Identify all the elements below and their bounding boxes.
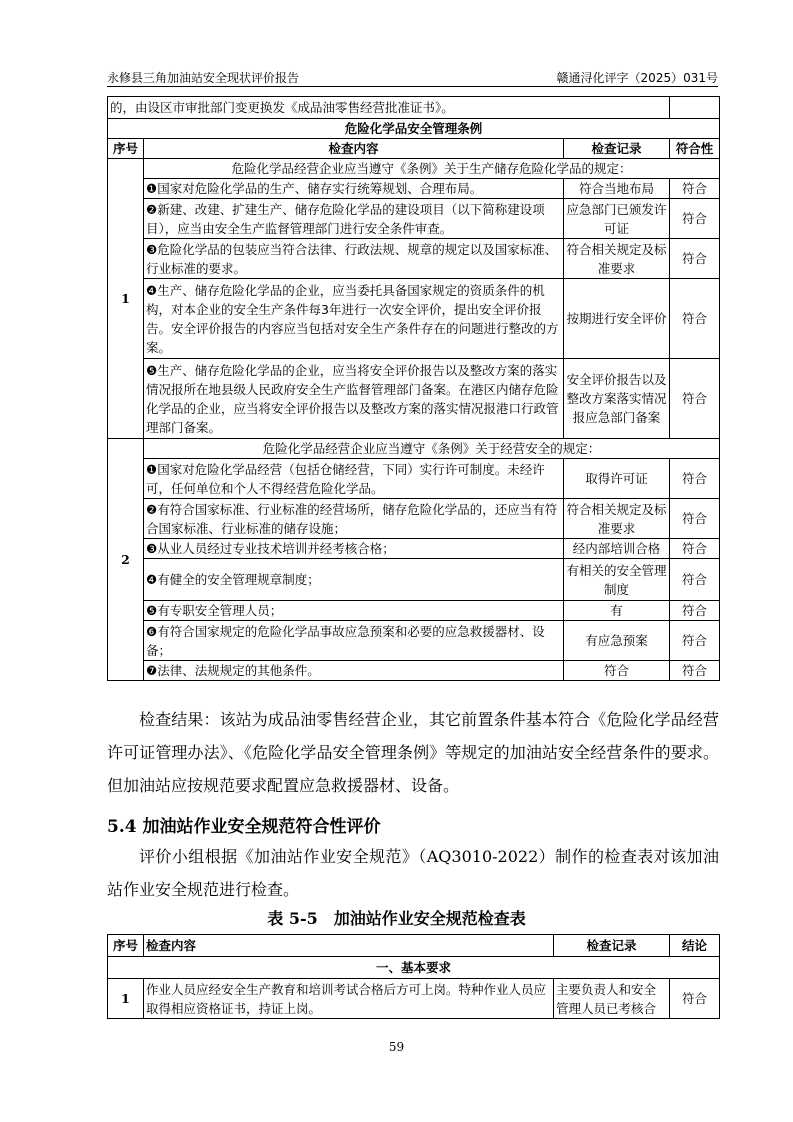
check-result: 符合 xyxy=(670,199,720,239)
header-report-number: 赣通浔化评字（2025）031号 xyxy=(556,71,718,85)
col-header-content: 检查内容 xyxy=(144,139,564,159)
check-result: 符合 xyxy=(670,979,720,1019)
table-caption: 表 5-5 加油站作业安全规范检查表 xyxy=(267,909,526,928)
table-section-title: 危险化学品安全管理条例 xyxy=(108,119,720,139)
check-result: 符合 xyxy=(670,539,720,559)
check-content: ❷有符合国家标准、行业标准的经营场所，储存危险化学品的，还应当有符合国家标准、行业标准的储存设施； xyxy=(144,499,564,539)
check-record: 经内部培训合格 xyxy=(564,539,670,559)
page-number: 59 xyxy=(388,1040,405,1054)
check-record: 按期进行安全评价 xyxy=(564,279,670,359)
col-header-result: 结论 xyxy=(670,935,720,957)
check-record: 符合相关规定及标准要求 xyxy=(564,239,670,279)
group-seq: 2 xyxy=(108,439,144,681)
check-result: 符合 xyxy=(670,661,720,681)
check-result: 符合 xyxy=(670,559,720,601)
check-result: 符合 xyxy=(670,621,720,661)
check-content: ❸从业人员经过专业技术培训并经考核合格； xyxy=(144,539,564,559)
col-header-record: 检查记录 xyxy=(564,139,670,159)
col-header-record: 检查记录 xyxy=(554,935,670,957)
col-header-seq: 序号 xyxy=(108,935,144,957)
check-content: ❺生产、储存危险化学品的企业，应当将安全评价报告以及整改方案的落实情况报所在地县级人民政府安全生产监督管理部门备案。在港区内储存危险化学品的企业，应当将安全评价报告以及整改方案的落实情况报港口行政管理部门备案。 xyxy=(144,359,564,439)
header-report-title: 永修县三角加油站安全现状评价报告 xyxy=(107,71,300,85)
col-header-content: 检查内容 xyxy=(144,935,554,957)
page-header xyxy=(107,68,718,87)
check-content: ❺有专职安全管理人员； xyxy=(144,601,564,621)
check-record: 有相关的安全管理制度 xyxy=(564,559,670,601)
table-subtitle: 一、基本要求 xyxy=(108,957,720,979)
check-result: 符合 xyxy=(670,499,720,539)
check-content: ❶国家对危险化学品的生产、储存实行统筹规划、合理布局。 xyxy=(144,179,564,199)
check-content: 作业人员应经安全生产教育和培训考试合格后方可上岗。特种作业人员应取得相应资格证书，持证上岗。 xyxy=(144,979,554,1019)
check-record: 应急部门已颁发许可证 xyxy=(564,199,670,239)
continued-row-text: 的，由设区市审批部门变更换发《成品油零售经营批准证书》。 xyxy=(108,97,670,119)
regulation-check-table xyxy=(107,96,720,681)
check-content: ❹有健全的安全管理规章制度； xyxy=(144,559,564,601)
check-record: 主要负责人和安全管理人员已考核合 xyxy=(554,979,670,1019)
check-result: 符合 xyxy=(670,279,720,359)
col-header-result: 符合性 xyxy=(670,139,720,159)
check-record: 有应急预案 xyxy=(564,621,670,661)
operation-check-table xyxy=(107,934,720,1019)
check-content: ❻有符合国家规定的危险化学品事故应急预案和必要的应急救援器材、设备； xyxy=(144,621,564,661)
check-result: 符合 xyxy=(670,359,720,439)
group-seq: 1 xyxy=(108,159,144,439)
col-header-seq: 序号 xyxy=(108,139,144,159)
continued-row-empty xyxy=(670,97,720,119)
result-paragraph: 检查结果：该站为成品油零售经营企业，其它前置条件基本符合《危险化学品经营许可证管理办法》、《危险化学品安全管理条例》等规定的加油站安全经营条件的要求。但加油站应按规范要求配置应急救援器材、设备。 xyxy=(107,710,719,795)
check-content: ❸危险化学品的包装应当符合法律、行政法规、规章的规定以及国家标准、行业标准的要求。 xyxy=(144,239,564,279)
check-result: 符合 xyxy=(670,459,720,499)
section-paragraph: 评价小组根据《加油站作业安全规范》（AQ3010-2022）制作的检查表对该加油站作业安全规范进行检查。 xyxy=(107,847,719,899)
check-result: 符合 xyxy=(670,179,720,199)
check-content: ❹生产、储存危险化学品的企业，应当委托具备国家规定的资质条件的机构，对本企业的安全生产条件每3年进行一次安全评价，提出安全评价报告。安全评价报告的内容应当包括对安全生产条件存在的问题进行整改的方案。 xyxy=(144,279,564,359)
check-record: 符合 xyxy=(564,661,670,681)
check-record: 安全评价报告以及整改方案落实情况报应急部门备案 xyxy=(564,359,670,439)
section-heading: 5.4 加油站作业安全规范符合性评价 xyxy=(107,817,381,837)
check-record: 有 xyxy=(564,601,670,621)
check-content: ❼法律、法规规定的其他条件。 xyxy=(144,661,564,681)
check-content: ❷新建、改建、扩建生产、储存危险化学品的建设项目（以下简称建设项目），应当由安全生产监督管理部门进行安全条件审查。 xyxy=(144,199,564,239)
check-record: 符合相关规定及标准要求 xyxy=(564,499,670,539)
check-result: 符合 xyxy=(670,239,720,279)
check-result: 符合 xyxy=(670,601,720,621)
check-record: 取得许可证 xyxy=(564,459,670,499)
check-content: ❶国家对危险化学品经营（包括仓储经营，下同）实行许可制度。未经许可，任何单位和个人不得经营危险化学品。 xyxy=(144,459,564,499)
group-intro: 危险化学品经营企业应当遵守《条例》关于生产储存危险化学品的规定： xyxy=(144,159,720,179)
check-record: 符合当地布局 xyxy=(564,179,670,199)
group-intro: 危险化学品经营企业应当遵守《条例》关于经营安全的规定： xyxy=(144,439,720,459)
row-seq: 1 xyxy=(108,979,144,1019)
